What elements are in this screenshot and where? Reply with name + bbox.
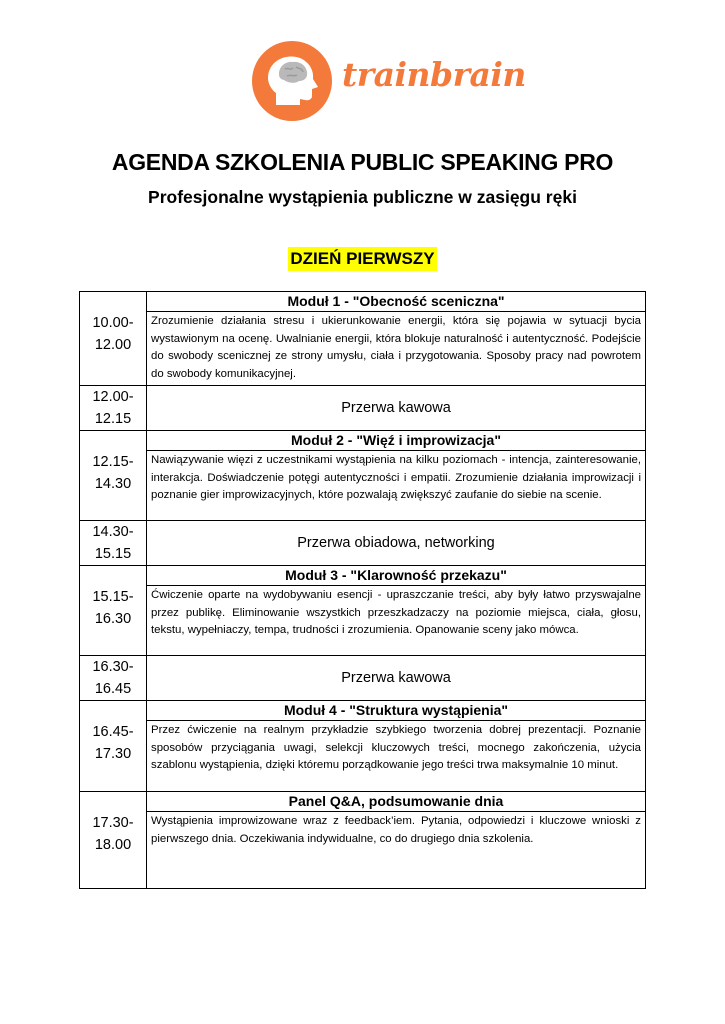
module-cell [147, 292, 646, 386]
time-cell: 16.30- 16.45 [80, 656, 147, 701]
agenda-row-module-3 [80, 566, 646, 656]
module-title: Moduł 2 - "Więź i improwizacja" [147, 431, 645, 451]
module-title: Moduł 3 - "Klarowność przekazu" [147, 566, 645, 586]
module-cell [147, 792, 646, 889]
day-label: DZIEŃ PIERWSZY [288, 247, 436, 271]
head-icon [252, 41, 332, 121]
module-title: Moduł 1 - "Obecność sceniczna" [147, 292, 645, 312]
time-cell: 16.45- 17.30 [80, 701, 147, 792]
agenda-row-module-4 [80, 701, 646, 792]
module-title: Panel Q&A, podsumowanie dnia [147, 792, 645, 812]
module-title: Moduł 4 - "Struktura wystąpienia" [147, 701, 645, 721]
page-subtitle: Profesjonalne wystąpienia publiczne w zasięgu ręki [148, 187, 577, 207]
module-cell [147, 431, 646, 521]
break-label: Przerwa obiadowa, networking [147, 521, 646, 566]
break-label: Przerwa kawowa [147, 386, 646, 431]
agenda-row-break-1 [80, 386, 646, 431]
module-cell [147, 566, 646, 656]
agenda-row-module-2 [80, 431, 646, 521]
agenda-row-break-3 [80, 656, 646, 701]
day-heading [0, 247, 725, 271]
time-cell: 12.00- 12.15 [80, 386, 147, 431]
agenda-row-panel [80, 792, 646, 889]
time-cell: 14.30- 15.15 [80, 521, 147, 566]
agenda-table [79, 291, 646, 889]
module-description: Nawiązywanie więzi z uczestnikami wystąpienia na kilku poziomach - intencja, zainteresowanie, interakcja. Doświadczenie potęgi autentyczności i empatii. Zrozumienie działania improwizacji i poznanie gier improwizacyjnych, które pozwalają zwiększyć zaufanie do siebie na scenie. [151, 454, 641, 501]
module-cell [147, 701, 646, 792]
logo [252, 41, 526, 121]
module-description: Wystąpienia improwizowane wraz z feedback’iem. Pytania, odpowiedzi i kluczowe wnioski z pierwszego dnia. Oczekiwania indywidualne, co do drugiego dnia szkolenia. [151, 815, 641, 845]
page-title: AGENDA SZKOLENIA PUBLIC SPEAKING PRO [111, 149, 614, 175]
time-cell: 17.30- 18.00 [80, 792, 147, 889]
time-cell: 10.00- 12.00 [80, 292, 147, 386]
time-cell: 12.15- 14.30 [80, 431, 147, 521]
agenda-row-module-1 [80, 292, 646, 386]
logo-text: trainbrain [342, 55, 526, 94]
agenda-row-break-2 [80, 521, 646, 566]
break-label: Przerwa kawowa [147, 656, 646, 701]
module-description: Zrozumienie działania stresu i ukierunkowanie energii, która się pojawia w sytuacji bycia wystawionym na ocenę. Uwalnianie energii, która blokuje naturalność i autentyczność. Podejście do swobody scenicznej ze strony umysłu, ciała i przygotowania. Sposoby pracy nad powrotem do swobody komunikacyjnej. [151, 315, 641, 380]
time-cell: 15.15- 16.30 [80, 566, 147, 656]
module-description: Ćwiczenie oparte na wydobywaniu esencji - upraszczanie treści, aby były łatwo przyswajalne przez publikę. Eliminowanie wszystkich przeszkadzaczy na poziomie miejsca, ciała, głosu, tekstu, wypełniaczy, tempa, trudności i zrozumienia. Opanowanie sceny jako mówca. [151, 589, 641, 636]
module-description: Przez ćwiczenie na realnym przykładzie szybkiego tworzenia dobrej prezentacji. Poznanie sposobów przyciągania uwagi, selekcji kluczowych treści, mocnego zakończenia, użycia szablonu wystąpienia, dzięki któremu porządkowanie jego treści trwa maksymalnie 10 minut. [151, 724, 641, 771]
